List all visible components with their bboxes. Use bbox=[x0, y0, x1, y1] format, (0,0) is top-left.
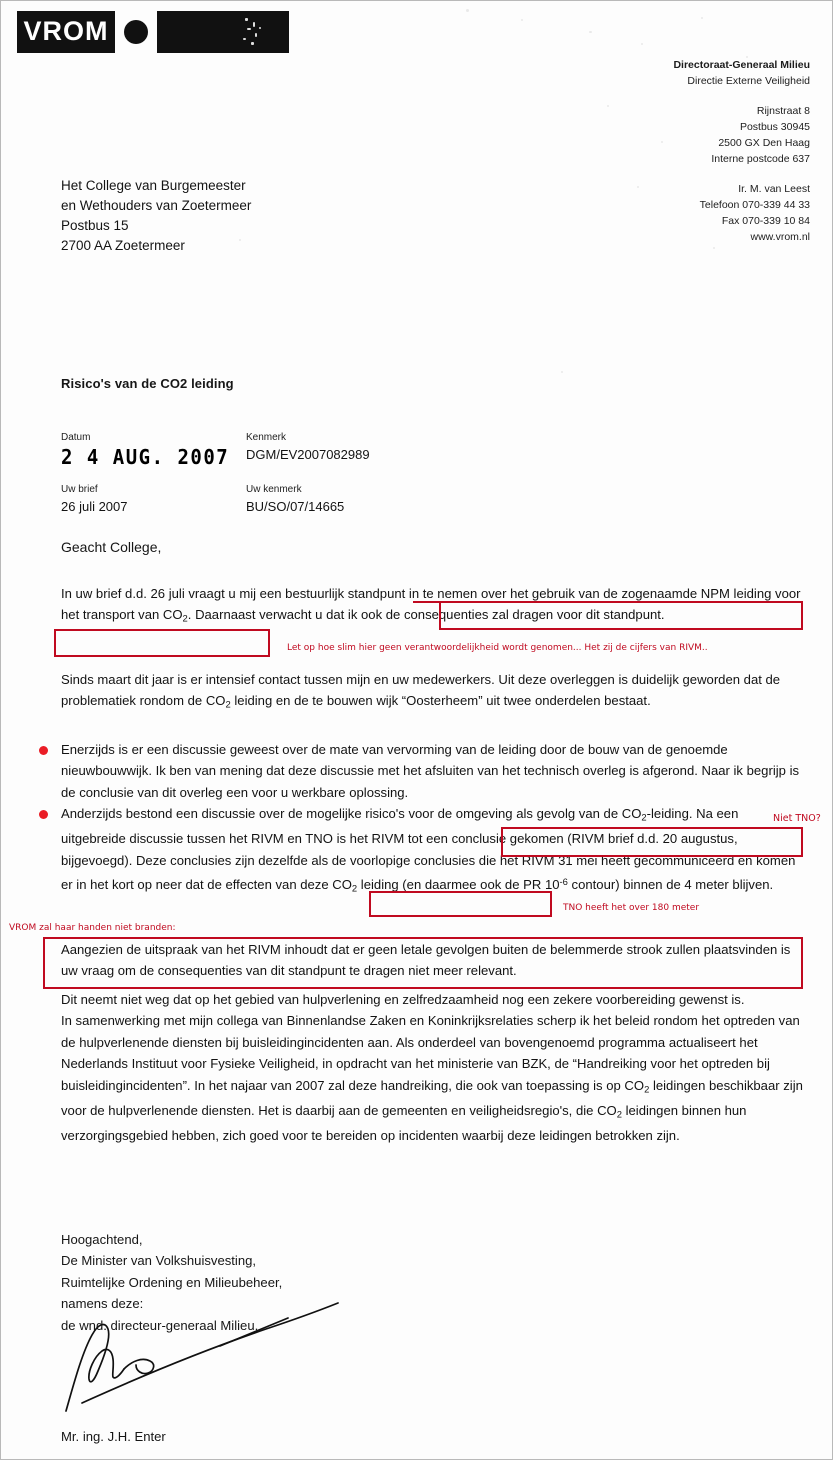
para2-text-a: Sinds maart dit jaar is er intensief contact tussen mijn en uw medewerkers. Uit deze overleggen is duidelijk geworden dat de problematiek rondom de CO bbox=[61, 672, 781, 709]
uw-brief-label: Uw brief bbox=[61, 484, 98, 495]
uw-brief-value: 26 juli 2007 bbox=[61, 499, 128, 514]
co2-subscript: 2 bbox=[641, 811, 647, 823]
closing-line: namens deze: bbox=[61, 1296, 144, 1312]
handwritten-signature bbox=[56, 1291, 396, 1416]
annotation-box-daarnaast[interactable] bbox=[439, 602, 803, 630]
scan-speckle bbox=[521, 19, 523, 21]
datum-stamp-value: 2 4 AUG. 2007 bbox=[61, 446, 230, 470]
uw-kenmerk-value: BU/SO/07/14665 bbox=[246, 499, 345, 514]
para4-text-b: In samenwerking met mijn collega van Binnenlandse Zaken en Koninkrijksrelaties scherp ik het beleid rondom het optreden van de hulpverlenende diensten bij buisleidingincidenten aan. Als onderdeel van bovengenoemd programma actualiseert het Nederlands Instituut voor Fysieke Veiligheid, in opdracht van het ministerie van BZK, de “Handreiking voor het optreden bij buisleidingincidenten”. In het najaar van 2007 zal deze handreiking, die ook van toepassing is op CO bbox=[61, 1013, 800, 1093]
closing-line: de wnd. directeur-generaal Milieu, bbox=[61, 1317, 259, 1333]
uw-kenmerk-label: Uw kenmerk bbox=[246, 484, 302, 495]
co2-subscript: 2 bbox=[351, 882, 358, 894]
letter-metadata bbox=[61, 431, 621, 530]
scan-speckle bbox=[701, 17, 703, 19]
contact-line: Ir. M. van Leest bbox=[738, 183, 810, 195]
bullet-dot-icon bbox=[39, 746, 48, 755]
recipient-line: Het College van Burgemeester bbox=[61, 178, 246, 193]
scan-speckle bbox=[466, 9, 469, 12]
bullet-2-text-c: leiding (en daarmee ook de PR 10 bbox=[357, 877, 560, 893]
salutation: Geacht College, bbox=[61, 539, 162, 555]
recipient-address-block bbox=[61, 176, 251, 256]
recipient-line: Postbus 15 bbox=[61, 218, 129, 233]
co2-subscript: 2 bbox=[225, 699, 231, 711]
scan-speckle bbox=[713, 247, 715, 249]
annotation-note-2[interactable]: Niet TNO? bbox=[773, 813, 821, 824]
bullet-1-text: Enerzijds is er een discussie geweest over de mate van vervorming van de leiding door de bouw van de genoemde nieuwbouwwijk. Ik ben van mening dat deze discussie met het afsluiten van het technisch overleg is afgerond. Naar ik begrijp is de conclusie van dit overleg een voor u werkbare oplossing. bbox=[61, 742, 800, 800]
contact-line: Telefoon 070-339 44 33 bbox=[699, 199, 810, 211]
pr-contour-exponent: -6 bbox=[559, 876, 568, 888]
letter-subject: Risico's van de CO2 leiding bbox=[61, 376, 234, 391]
list-item bbox=[35, 739, 803, 803]
uw-brief-field bbox=[61, 483, 246, 516]
metadata-row-1 bbox=[61, 431, 621, 469]
address-line: 2500 GX Den Haag bbox=[718, 137, 810, 149]
uw-kenmerk-field bbox=[246, 483, 431, 516]
contact-line: Fax 070-339 10 84 bbox=[721, 215, 810, 227]
recipient-line: en Wethouders van Zoetermeer bbox=[61, 198, 252, 213]
logo-crest-icon bbox=[157, 11, 289, 53]
bullet-2-text-d: contour) binnen de 4 meter blijven. bbox=[567, 877, 774, 893]
paragraph-4 bbox=[61, 989, 803, 1146]
org-line-1: Directoraat-Generaal Milieu bbox=[673, 59, 810, 71]
annotation-box-rivm-conclusie[interactable] bbox=[501, 827, 803, 857]
para1-text-b: . Daarnaast verwacht u dat ik ook de consequenties zal dragen voor dit standpunt. bbox=[187, 607, 665, 623]
letterhead-org bbox=[550, 57, 810, 89]
vrom-wordmark: VROM bbox=[17, 11, 115, 53]
metadata-row-2 bbox=[61, 483, 621, 516]
letterhead-contact bbox=[550, 181, 810, 245]
bullet-2-text-b: -leiding. Na een uitgebreide discussie tussen het RIVM en TNO is het RIVM tot een conclusie gekomen (RIVM brief d.d. 20 augustus, bijgevoegd). Deze conclusies zijn dezelfde als de voorlopige conclusies die het RIVM 31 mei heeft gecommuniceerd en komen er in het kort op neer dat de effecten van deze CO bbox=[61, 806, 796, 893]
para4-text-c: leidingen beschikbaar zijn voor de hulpverlenende diensten. Het is daarbij aan de gemeenten en veiligheidsregio's, die CO bbox=[61, 1077, 803, 1118]
kenmerk-field bbox=[246, 431, 431, 469]
scan-speckle bbox=[589, 31, 592, 33]
org-line-2: Directie Externe Veiligheid bbox=[687, 75, 810, 87]
signer-name: Mr. ing. J.H. Enter bbox=[61, 1429, 166, 1444]
address-line: Postbus 30945 bbox=[739, 121, 810, 133]
para2-text-b: leiding en de te bouwen wijk “Oosterheem” uit twee onderdelen bestaat. bbox=[230, 693, 651, 709]
address-line: Interne postcode 637 bbox=[711, 153, 810, 165]
annotation-underline-2[interactable] bbox=[54, 629, 270, 631]
closing-line: Hoogachtend, bbox=[61, 1232, 143, 1247]
bullet-dot-icon bbox=[39, 810, 48, 819]
logo-dot-icon bbox=[124, 20, 148, 44]
annotation-note-3[interactable]: TNO heeft het over 180 meter bbox=[563, 903, 700, 913]
contact-website: www.vrom.nl bbox=[750, 231, 810, 243]
datum-field bbox=[61, 431, 246, 469]
annotation-note-4[interactable]: VROM zal haar handen niet branden: bbox=[9, 923, 176, 933]
annotation-box-zal-dragen[interactable] bbox=[54, 629, 270, 657]
annotation-box-4-meter[interactable] bbox=[369, 891, 552, 917]
annotation-note-1[interactable]: Let op hoe slim hier geen verantwoordelijkheid wordt genomen... Het zij de cijfers van RIVM.. bbox=[287, 643, 708, 653]
bullet-list bbox=[35, 739, 803, 899]
kenmerk-value: DGM/EV2007082989 bbox=[246, 447, 370, 462]
address-line: Rijnstraat 8 bbox=[756, 105, 810, 117]
kenmerk-label: Kenmerk bbox=[246, 432, 287, 443]
annotation-box-paragraph-3[interactable] bbox=[43, 937, 803, 989]
co2-subscript: 2 bbox=[616, 1108, 622, 1120]
datum-label: Datum bbox=[61, 432, 91, 443]
letterhead-contact-block bbox=[550, 57, 810, 245]
para4-text-d: leidingen binnen hun verzorgingsgebied hebben, zich goed voor te bereiden op incidenten waarbij deze leidingen betrokken zijn. bbox=[61, 1102, 747, 1143]
co2-subscript: 2 bbox=[182, 613, 188, 625]
closing-line: De Minister van Volkshuisvesting, bbox=[61, 1253, 257, 1269]
scan-speckle bbox=[561, 371, 563, 373]
scan-speckle bbox=[641, 43, 643, 45]
closing-line: Ruimtelijke Ordening en Milieubeheer, bbox=[61, 1274, 283, 1290]
recipient-line: 2700 AA Zoetermeer bbox=[61, 238, 185, 253]
paragraph-2 bbox=[61, 669, 803, 715]
para1-text-a: In uw brief d.d. 26 juli vraagt u mij een bestuurlijk standpunt in te nemen over het gebruik van de zogenaamde NPM leiding voor het transport van CO bbox=[61, 586, 801, 623]
paragraph-3-highlighted: Aangezien de uitspraak van het RIVM inhoudt dat er geen letale gevolgen buiten de belemmerde strook zullen plaatsvinden is uw vraag om de consequenties van dit standpunt te dragen niet meer relevant. bbox=[61, 942, 791, 979]
letterhead-address bbox=[550, 103, 810, 167]
co2-subscript: 2 bbox=[644, 1083, 650, 1095]
vrom-logo bbox=[17, 11, 289, 53]
bullet-2-text-a: Anderzijds bestond een discussie over de mogelijke risico's voor de omgeving als gevolg van de CO bbox=[61, 806, 642, 822]
para4-text-a: Dit neemt niet weg dat op het gebied van hulpverlening en zelfredzaamheid nog een zekere voorbereiding gewenst is. bbox=[61, 992, 745, 1007]
